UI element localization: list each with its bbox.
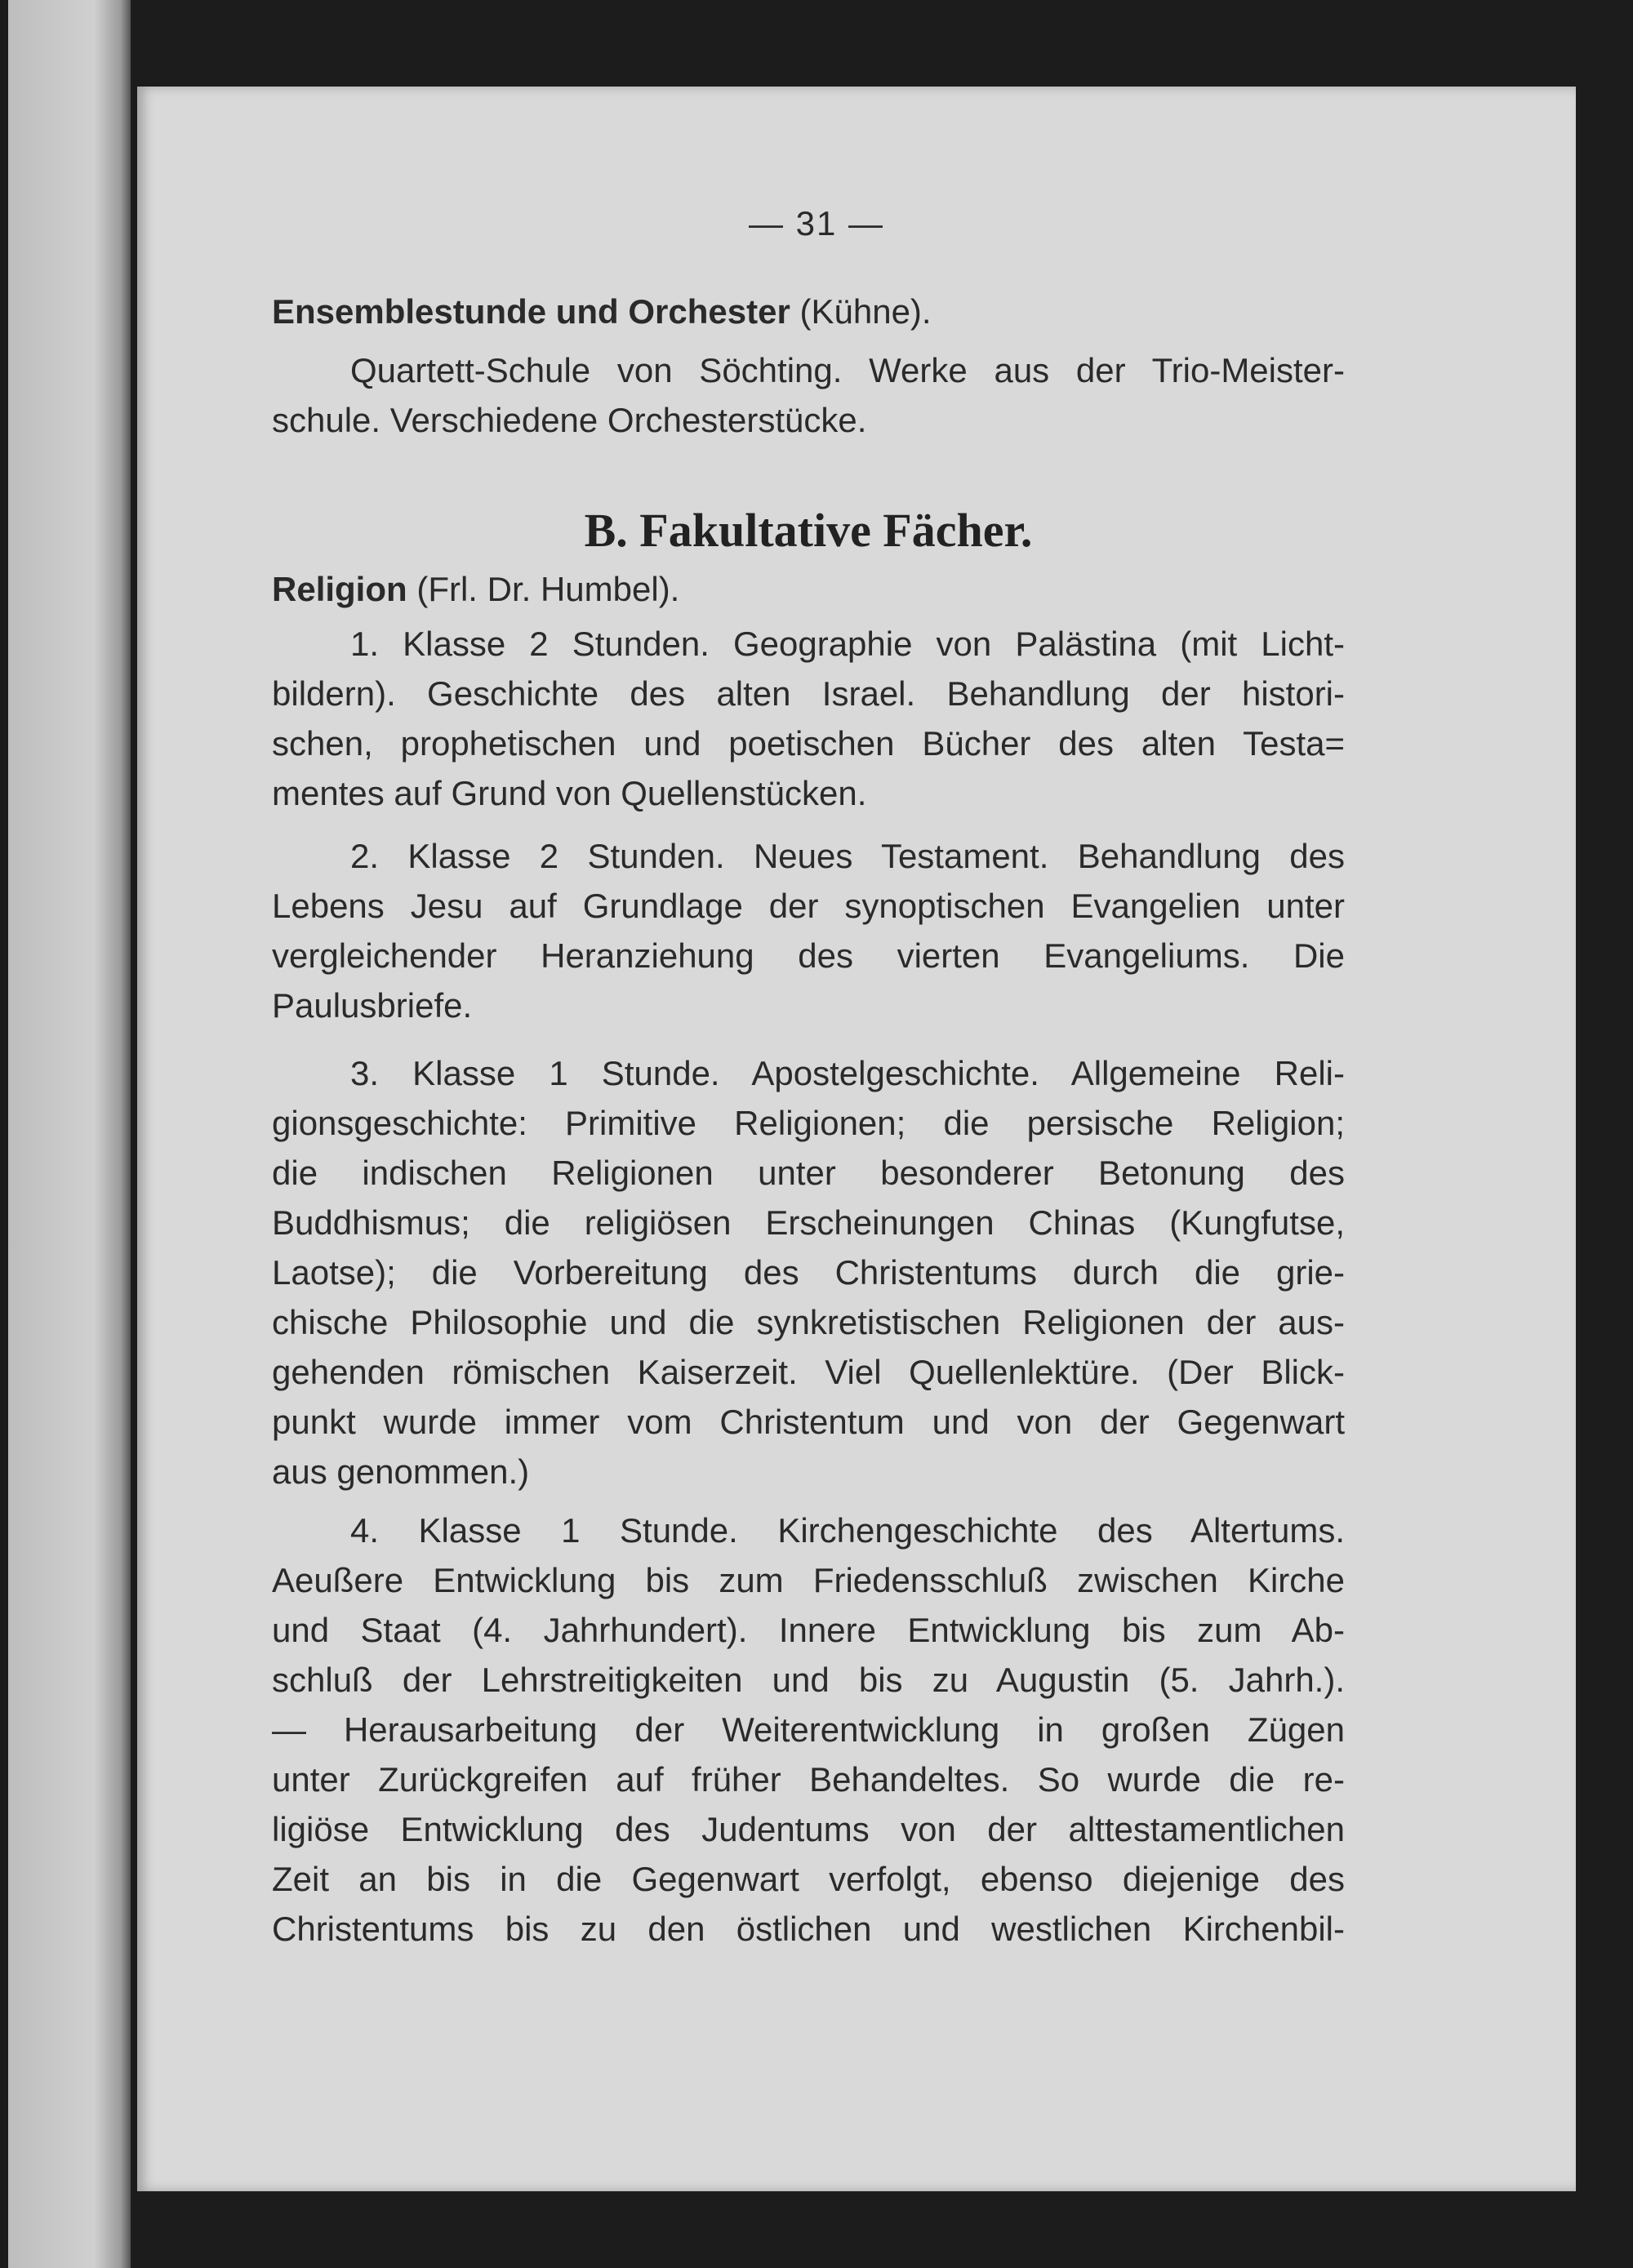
religion-title: Religion (272, 570, 407, 608)
text-line: 1. Klasse 2 Stunden. Geographie von Palästina (mit Licht- (350, 625, 1345, 663)
text-line: Aeußere Entwicklung bis zum Friedensschluß zwischen Kirche (272, 1561, 1345, 1599)
text-line: Buddhismus; die religiösen Erscheinungen Chinas (Kungfutse, (272, 1203, 1345, 1242)
text-line: ligiöse Entwicklung des Judentums von der alttestamentlichen (272, 1810, 1345, 1848)
section-title: B. Fakultative Fächer. (584, 504, 1033, 557)
text-line: Laotse); die Vorbereitung des Christentums durch die grie- (272, 1253, 1345, 1292)
religion-paragraph-3 (272, 1048, 1345, 1496)
page-number: — 31 — (748, 204, 885, 242)
text-line: Quartett-Schule von Söchting. Werke aus der Trio-Meister- (350, 351, 1345, 389)
religion-teacher: (Frl. Dr. Humbel). (407, 570, 680, 608)
text-line: Christentums bis zu den östlichen und westlichen Kirchenbil- (272, 1910, 1345, 1948)
text-line: unter Zurückgreifen auf früher Behandeltes. So wurde die re- (272, 1760, 1345, 1799)
text-line: Zeit an bis in die Gegenwart verfolgt, ebenso diejenige des (272, 1860, 1345, 1898)
text-line: die indischen Religionen unter besonderer Betonung des (272, 1154, 1345, 1192)
text-line: bildern). Geschichte des alten Israel. Behandlung der histori- (272, 674, 1345, 713)
text-line: aus genommen.) (272, 1452, 530, 1491)
text-line: chische Philosophie und die synkretistischen Religionen der aus- (272, 1303, 1345, 1341)
text-line: schluß der Lehrstreitigkeiten und bis zu Augustin (5. Jahrh.). (272, 1661, 1345, 1699)
religion-paragraph-1 (272, 619, 1345, 818)
ensemble-paragraph (272, 345, 1345, 445)
text-line: — Herausarbeitung der Weiterentwicklung in großen Zügen (272, 1710, 1345, 1749)
religion-paragraph-2 (272, 831, 1345, 1030)
text-line: Lebens Jesu auf Grundlage der synoptischen Evangelien unter (272, 887, 1345, 925)
text-line: vergleichender Heranziehung des vierten Evangeliums. Die (272, 936, 1345, 975)
ensemble-heading (272, 287, 1345, 336)
text-line: gionsgeschichte: Primitive Religionen; die persische Religion; (272, 1104, 1345, 1142)
ensemble-teacher: (Kühne). (790, 292, 932, 331)
religion-heading (272, 564, 1345, 614)
text-line: und Staat (4. Jahrhundert). Innere Entwicklung bis zum Ab- (272, 1611, 1345, 1649)
text-line: schule. Verschiedene Orchesterstücke. (272, 401, 867, 439)
text-line: 2. Klasse 2 Stunden. Neues Testament. Behandlung des (350, 837, 1345, 875)
religion-paragraph-4 (272, 1505, 1345, 1954)
text-line: mentes auf Grund von Quellenstücken. (272, 774, 867, 812)
ensemble-title: Ensemblestunde und Orchester (272, 292, 790, 331)
text-line: schen, prophetischen und poetischen Bücher des alten Testa= (272, 724, 1345, 763)
text-line: Paulusbriefe. (272, 986, 473, 1025)
text-line: 4. Klasse 1 Stunde. Kirchengeschichte des Altertums. (350, 1511, 1345, 1550)
text-line: gehenden römischen Kaiserzeit. Viel Quellenlektüre. (Der Blick- (272, 1353, 1345, 1391)
text-line: punkt wurde immer vom Christentum und von der Gegenwart (272, 1403, 1345, 1441)
left-page-edge (8, 0, 131, 2268)
text-line: 3. Klasse 1 Stunde. Apostelgeschichte. Allgemeine Reli- (350, 1054, 1345, 1092)
